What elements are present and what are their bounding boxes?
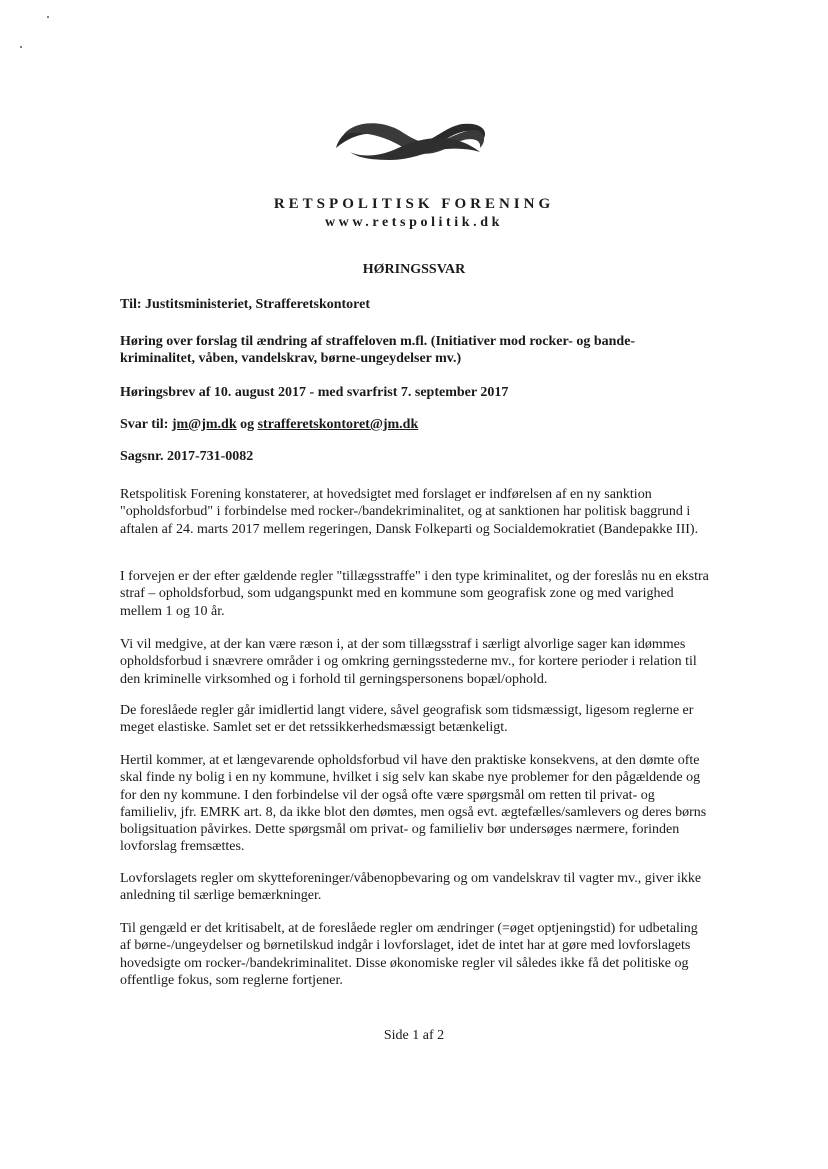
reply-to-prefix: Svar til: xyxy=(120,417,172,432)
body-paragraph xyxy=(120,636,710,688)
recipient-line: Til: Justitsministeriet, Strafferetskontoret xyxy=(120,297,371,312)
logo-icon xyxy=(330,108,490,164)
reply-to-conjunction: og xyxy=(236,417,258,432)
body-paragraph xyxy=(120,568,710,620)
case-number: Sagsnr. 2017-731-0082 xyxy=(120,449,254,464)
letter-date-line: Høringsbrev af 10. august 2017 - med svarfrist 7. september 2017 xyxy=(120,385,509,400)
body-paragraph xyxy=(120,752,710,856)
scan-speck xyxy=(47,16,49,18)
organization-url: www.retspolitik.dk xyxy=(324,215,504,230)
body-paragraph xyxy=(120,702,710,737)
paragraph-text: Hertil kommer, at et længevarende opholdsforbud vil have den praktiske konsekvens, at den dømte ofte skal finde ny bolig i en ny kommune, hvilket i sig selv kan skabe nye problemer for den pågældende og for den ny kommune. I den forbindelse vil der også ofte være spørgsmål om retten til privat- og familieliv, jfr. EMRK art. 8, da ikke blot den dømtes, men også evt. ægtefælles/samlevers og deres børns boligsituation påvirkes. Dette spørgsmål om privat- og familieliv bør undersøges nærmere, forinden lovforslag fremsættes. xyxy=(120,753,707,855)
body-paragraph xyxy=(120,486,710,538)
reply-email-link-2[interactable]: strafferetskontoret@jm.dk xyxy=(257,417,419,432)
paragraph-text: De foreslåede regler går imidlertid langt videre, såvel geografisk som tidsmæssigt, ligesom reglerne er meget elastiske. Samlet set er det retssikkerhedsmæssigt betænkeligt. xyxy=(120,703,694,736)
reply-to-line xyxy=(120,416,720,433)
page-number: Side 1 af 2 xyxy=(383,1028,445,1043)
document-title: HØRINGSSVAR xyxy=(362,262,466,277)
paragraph-text: Vi vil medgive, at der kan være ræson i, at der som tillægsstraf i særligt alvorlige sager kan idømmes opholdsforbud i snævrere områder i og omkring gerningsstederne mv., for kortere perioder i relation til den kriminelle virksomhed og i forhold til gerningspersonens bopæl/ophold. xyxy=(120,637,697,687)
body-paragraph xyxy=(120,920,710,989)
paragraph-text: Til gengæld er det kritisabelt, at de foreslåede regler om ændringer (=øget optjeningstid) for udbetaling af børne-/ungeydelser og børnetilskud indgår i lovforslaget, idet de intet har at gøre med lovforslagets hovedsigte om rocker-/bandekriminalitet. Disse økonomiske regler vil således ikke få det politiske og offentlige fokus, som reglerne fortjener. xyxy=(120,921,698,988)
organization-name: RETSPOLITISK FORENING xyxy=(273,196,555,212)
reply-email-link-1[interactable]: jm@jm.dk xyxy=(171,417,237,432)
paragraph-text: Lovforslagets regler om skytteforeninger/våbenopbevaring og om vandelskrav til vagter mv., giver ikke anledning til særlige bemærkninger. xyxy=(120,871,702,904)
scan-speck xyxy=(20,46,22,48)
paragraph-text: Retspolitisk Forening konstaterer, at hovedsigtet med forslaget er indførelsen af en ny sanktion "opholdsforbud" i forbindelse med rocker-/bandekriminalitet, og at sanktionen har politisk baggrund i aftalen af 24. marts 2017 mellem regeringen, Dansk Folkeparti og Socialdemokratiet (Bandepakke III). xyxy=(120,487,699,537)
paragraph-text: I forvejen er der efter gældende regler "tillægsstraffe" i den type kriminalitet, og der foreslås nu en ekstra straf – opholdsforbud, som udgangspunkt med en kommune som geografisk zone og med varighed mellem 1 og 10 år. xyxy=(120,569,709,619)
body-paragraph xyxy=(120,870,710,905)
subject-line: Høring over forslag til ændring af straffeloven m.fl. (Initiativer mod rocker- og bande-kriminalitet, våben, vandelskrav, børne-ungeydelser mv.) xyxy=(120,334,636,366)
